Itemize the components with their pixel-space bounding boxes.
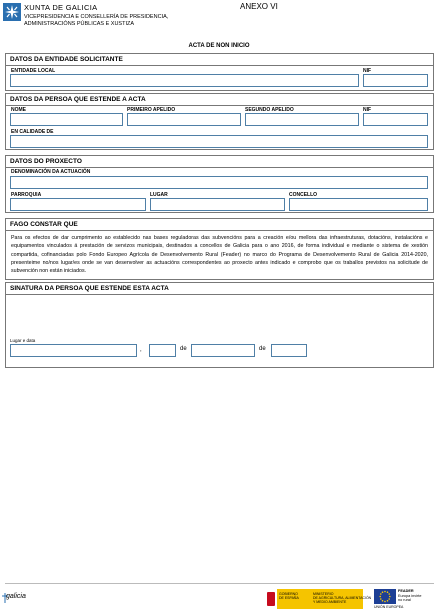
department-line-1: VICEPRESIDENCIA E CONSELLERÍA DE PRESIDENCIA, bbox=[24, 14, 169, 20]
name-field[interactable] bbox=[10, 113, 123, 126]
org-name: XUNTA DE GALICIA bbox=[24, 3, 98, 12]
de-separator-2: de bbox=[259, 346, 266, 352]
entity-nif-field[interactable] bbox=[363, 74, 428, 87]
ministry-line-2: DE AGRICULTURA, ALIMENTACIÓN bbox=[313, 596, 372, 600]
signature-month-field[interactable] bbox=[191, 344, 255, 357]
second-surname-field[interactable] bbox=[245, 113, 359, 126]
section-entity bbox=[5, 53, 434, 91]
eu-flag-icon bbox=[374, 589, 396, 604]
feader-line-2: Europa invirte bbox=[398, 593, 422, 598]
parish-field[interactable] bbox=[10, 198, 146, 211]
first-surname-field[interactable] bbox=[127, 113, 241, 126]
section-title: DATOS DA ENTIDADE SOLICITANTE bbox=[10, 56, 123, 63]
gobierno-line-1: GOBIERNO bbox=[279, 592, 298, 596]
section-divider bbox=[6, 105, 433, 106]
place-date-label: Lugar e data bbox=[10, 338, 36, 343]
section-divider bbox=[6, 294, 433, 295]
name-label: NOME bbox=[11, 107, 26, 113]
spain-shield-icon bbox=[267, 592, 275, 606]
signature-day-field[interactable] bbox=[149, 344, 176, 357]
section-project bbox=[5, 155, 434, 213]
action-name-field[interactable] bbox=[10, 176, 428, 189]
department-name bbox=[24, 14, 168, 27]
place-label: LUGAR bbox=[150, 192, 168, 198]
capacity-field[interactable] bbox=[10, 135, 428, 148]
section-title: DATOS DO PROXECTO bbox=[10, 158, 82, 165]
section-title: FAGO CONSTAR QUE bbox=[10, 221, 78, 228]
ministry-line-1: MINISTERIO bbox=[313, 592, 334, 596]
section-statement bbox=[5, 218, 434, 280]
parish-label: PARROQUIA bbox=[11, 192, 42, 198]
feader-line-3: no rural bbox=[398, 598, 411, 602]
nif-label: NIF bbox=[363, 68, 372, 74]
local-entity-field[interactable] bbox=[10, 74, 359, 87]
section-title: DATOS DA PERSOA QUE ESTENDE A ACTA bbox=[10, 96, 146, 103]
de-separator-1: de bbox=[180, 346, 187, 352]
ministry-text bbox=[313, 592, 371, 604]
gobierno-text bbox=[279, 592, 299, 600]
signature-place-field[interactable] bbox=[10, 344, 137, 357]
feader-text bbox=[398, 589, 421, 603]
person-nif-label: NIF bbox=[363, 107, 372, 113]
feader-line-1: FEADER bbox=[398, 589, 414, 593]
action-name-label: DENOMINACIÓN DA ACTUACIÓN bbox=[11, 169, 91, 175]
gobierno-line-2: DE ESPAÑA bbox=[279, 596, 299, 600]
department-line-2: ADMINISTRACIÓNS PÚBLICAS E XUSTIZA bbox=[24, 20, 135, 27]
galicia-logo: galicia bbox=[6, 593, 26, 600]
capacity-label: EN CALIDADE DE bbox=[11, 129, 54, 135]
section-signature bbox=[5, 282, 434, 368]
section-title: SINATURA DA PERSOA QUE ESTENDE ESTA ACTA bbox=[10, 285, 169, 292]
footer-divider bbox=[5, 583, 434, 584]
gobierno-shield-area bbox=[265, 589, 277, 609]
statement-text: Para os efectos de dar cumprimento ao establecido nas bases reguladoras das subvencións para a creación e/ou mellora das infraestruturas, dotacións, instalacións e equipamentos vinculados á prestación de servizos municipais, destinados a concellos de Galicia para o ano 2016, de forma individual e mediante o sistema de xestión compartida, cofinanciadas polo Fondo Europeo Agrícola de Desenvolvemento Rural (Feader) no marco do Programa de Desenvolvemento Rural de Galicia 2014-2020, presenteime no/nos lugar/es onde se van desenvolver as actuacións correspondentes ao proxecto antes indicado e comprobo que os traballos previstos na solicitude de subvención non están iniciados. bbox=[11, 235, 428, 275]
council-label: CONCELLO bbox=[289, 192, 318, 198]
section-divider bbox=[6, 167, 433, 168]
first-surname-label: PRIMEIRO APELIDO bbox=[127, 107, 176, 113]
signature-year-field[interactable] bbox=[271, 344, 307, 357]
section-divider bbox=[6, 230, 433, 231]
comma-separator: , bbox=[140, 347, 142, 353]
eu-caption: UNIÓN EUROPEA bbox=[374, 605, 404, 609]
section-person bbox=[5, 93, 434, 150]
section-divider bbox=[6, 65, 433, 66]
xunta-logo-icon bbox=[3, 3, 21, 21]
document-title: ACTA DE NON INICIO bbox=[188, 43, 250, 49]
gobierno-espana-logo bbox=[265, 589, 372, 609]
annex-label: ANEXO VI bbox=[240, 2, 278, 11]
ministry-line-3: Y MEDIO AMBIENTE bbox=[313, 600, 347, 604]
place-field[interactable] bbox=[150, 198, 285, 211]
local-entity-label: ENTIDADE LOCAL bbox=[11, 68, 56, 74]
person-nif-field[interactable] bbox=[363, 113, 428, 126]
council-field[interactable] bbox=[289, 198, 428, 211]
second-surname-label: SEGUNDO APELIDO bbox=[245, 107, 294, 113]
